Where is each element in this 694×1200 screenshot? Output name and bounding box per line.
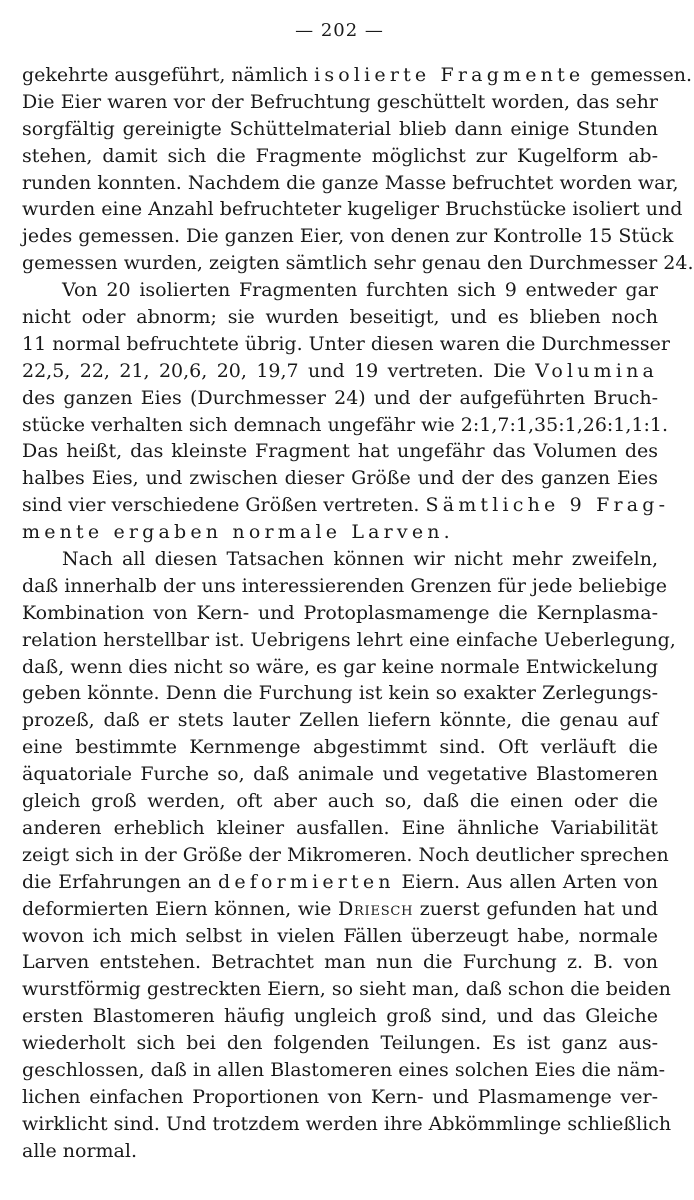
text-line <box>22 62 693 89</box>
text-line <box>22 304 658 331</box>
text-run: geben könnte. Denn die Furchung ist kein so exakter Zerlegungs- <box>22 682 658 705</box>
text-line <box>22 815 658 842</box>
text-run: äquatoriale Furche so, daß animale und vegetative Blastomeren <box>22 763 658 786</box>
text-line <box>22 573 668 600</box>
text-run: Kombination von Kern- und Protoplasmamenge die Kernplasma- <box>22 601 658 624</box>
text-run: sind vier verschiedene Größen vertreten. <box>22 494 426 517</box>
text-run: nicht oder abnorm; sie wurden beseitigt, und es blieben noch <box>22 306 658 329</box>
text-line <box>22 1084 658 1111</box>
text-line <box>22 196 683 223</box>
body-text <box>22 62 694 1165</box>
emphasized-text: mente ergaben normale Larven. <box>22 521 454 544</box>
text-line <box>22 896 658 923</box>
text-line <box>22 1057 666 1084</box>
text-run: jedes gemessen. Die ganzen Eier, von denen zur Kontrolle 15 Stück <box>22 225 674 248</box>
text-run: anderen erheblich kleiner ausfallen. Eine ähnliche Variabilität <box>22 816 658 839</box>
text-run: wurden eine Anzahl befruchteter kugeliger Bruchstücke isoliert und <box>22 198 683 221</box>
text-line <box>22 734 658 761</box>
text-run: lichen einfachen Proportionen von Kern- und Plasmamenge ver- <box>22 1085 658 1108</box>
text-run: prozeß, daß er stets lauter Zellen liefern könnte, die genau auf <box>22 709 658 732</box>
text-run: Von 20 isolierten Fragmenten furchten sich 9 entweder gar <box>62 279 658 302</box>
text-line <box>22 761 658 788</box>
text-line <box>22 976 671 1003</box>
text-line <box>22 1003 658 1030</box>
text-run: sorgfältig gereinigte Schüttelmaterial blieb dann einige Stunden <box>22 117 658 140</box>
text-line <box>22 707 658 734</box>
text-run: deformierten Eiern können, wie <box>22 897 339 920</box>
text-line <box>22 492 670 519</box>
emphasized-text: isolierte Fragmente <box>314 64 585 86</box>
emphasized-text: Volumina <box>535 359 658 382</box>
text-run: daß, wenn dies nicht so wäre, es gar keine normale Entwickelung <box>22 655 658 678</box>
text-line <box>22 627 676 654</box>
text-run: geschlossen, daß in allen Blastomeren eines solchen Eies die näm- <box>22 1058 666 1081</box>
text-run: zeigt sich in der Größe der Mikromeren. Noch deutlicher sprechen <box>22 843 669 866</box>
text-line <box>22 1030 658 1057</box>
text-line <box>22 412 669 439</box>
text-line <box>22 680 658 707</box>
text-line <box>22 1138 658 1165</box>
text-run: zuerst gefunden hat und <box>413 897 658 920</box>
text-run: des ganzen Eies (Durchmesser 24) und der aufgeführten Bruch- <box>22 386 658 409</box>
text-run: Eiern. Aus allen Arten von <box>394 870 659 893</box>
text-run: wurstförmig gestreckten Eiern, so sieht man, daß schon die beiden <box>22 978 671 1001</box>
text-line <box>22 546 658 573</box>
text-run: relation herstellbar ist. Uebrigens lehrt eine einfache Ueberlegung, <box>22 628 676 651</box>
text-line <box>22 923 658 950</box>
text-line <box>22 331 670 358</box>
text-line <box>22 465 658 492</box>
text-run: gekehrte ausgeführt, nämlich <box>22 64 315 86</box>
text-run: gleich groß werden, oft aber auch so, daß die einen oder die <box>22 790 658 813</box>
text-line <box>22 600 658 627</box>
text-run: alle normal. <box>22 1139 137 1162</box>
text-run: stücke verhalten sich demnach ungefähr wie 2:1,7:1,35:1,26:1,1:1. <box>22 413 669 436</box>
text-line <box>22 654 658 681</box>
text-run: Die Eier waren vor der Befruchtung geschüttelt worden, das sehr <box>22 90 658 113</box>
text-run: Larven entstehen. Betrachtet man nun die Furchung z. B. von <box>22 951 658 974</box>
text-line <box>22 250 694 277</box>
text-run: gemessen wurden, zeigten sämtlich sehr genau den Durchmesser 24. <box>22 252 694 275</box>
text-line <box>22 223 674 250</box>
text-line <box>22 277 658 304</box>
text-line <box>22 788 658 815</box>
text-line <box>22 438 658 465</box>
text-line <box>22 949 658 976</box>
text-line <box>22 1111 672 1138</box>
text-run: 22,5, 22, 21, 20,6, 20, 19,7 und 19 vertreten. Die <box>22 359 536 382</box>
text-run: wiederholt sich bei den folgenden Teilungen. Es ist ganz aus- <box>22 1032 658 1055</box>
text-run: ersten Blastomeren häufig ungleich groß sind, und das Gleiche <box>22 1005 658 1028</box>
text-line <box>22 519 658 546</box>
text-run: Nach all diesen Tatsachen können wir nicht mehr zweifeln, <box>62 548 658 571</box>
text-line <box>22 116 658 143</box>
text-run: Das heißt, das kleinste Fragment hat ungefähr das Volumen des <box>22 440 658 463</box>
text-line <box>22 89 658 116</box>
text-run: wirklicht sind. Und trotzdem werden ihre Abkömmlinge schließlich <box>22 1112 672 1135</box>
text-line <box>22 143 658 170</box>
text-run: stehen, damit sich die Fragmente möglichst zur Kugelform ab- <box>22 144 658 167</box>
text-line <box>22 358 658 385</box>
author-name: Driesch <box>338 897 414 920</box>
text-run: daß innerhalb der uns interessierenden Grenzen für jede beliebige <box>22 574 668 597</box>
text-run: runden konnten. Nachdem die ganze Masse befruchtet worden war, <box>22 171 679 194</box>
text-run: halbes Eies, und zwischen dieser Größe und der des ganzen Eies <box>22 467 658 490</box>
emphasized-text: Sämtliche 9 Frag- <box>425 494 670 517</box>
text-line <box>22 170 679 197</box>
text-line <box>22 842 669 869</box>
text-line <box>22 869 658 896</box>
text-run: die Erfahrungen an <box>22 870 219 893</box>
text-run: eine bestimmte Kernmenge abgestimmt sind. Oft verläuft die <box>22 736 658 759</box>
page-number: — 202 — <box>295 20 384 41</box>
text-run: 11 normal befruchtete übrig. Unter diesen waren die Durchmesser <box>22 332 670 355</box>
emphasized-text: deformierten <box>218 870 395 893</box>
text-run: gemessen. <box>584 64 693 86</box>
text-line <box>22 385 658 412</box>
text-run: wovon ich mich selbst in vielen Fällen überzeugt habe, normale <box>22 924 658 947</box>
